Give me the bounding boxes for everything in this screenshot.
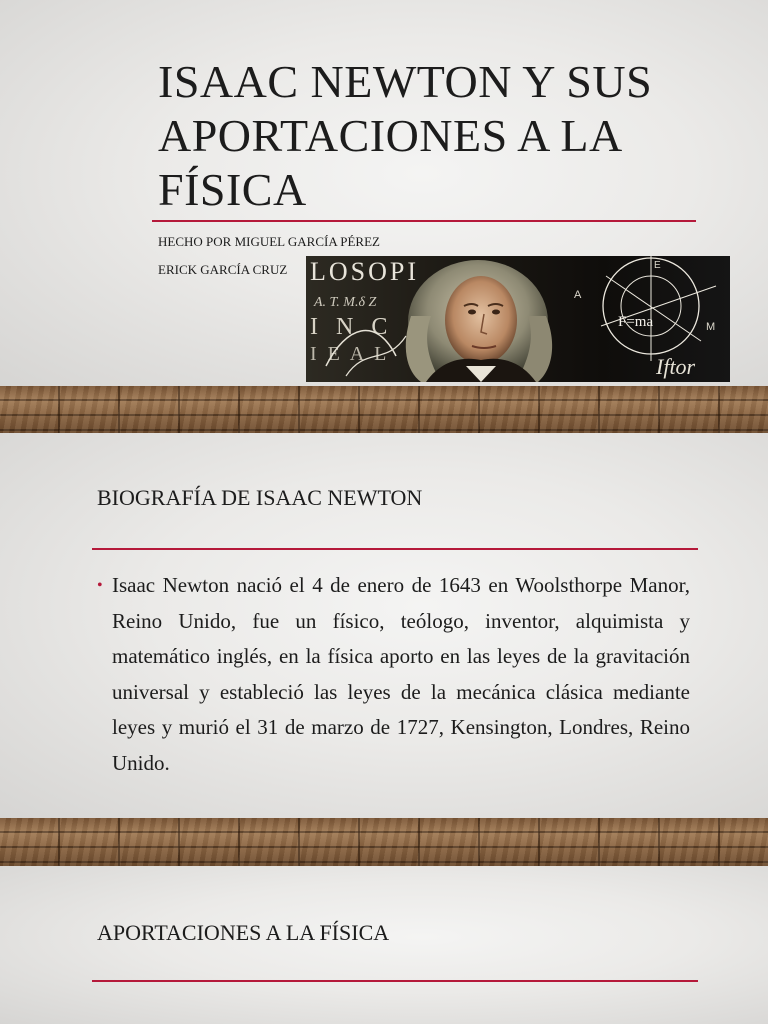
contributions-divider [92, 980, 698, 982]
title-slide [0, 0, 768, 386]
contributions-slide [0, 866, 768, 1024]
author-line: ERICK GARCÍA CRUZ [158, 262, 288, 277]
biography-slide [0, 433, 768, 818]
svg-text:A: A [574, 289, 582, 301]
author-line: HECHO POR MIGUEL GARCÍA PÉREZ [158, 234, 380, 249]
image-fragment: Iftor [656, 354, 696, 379]
title-line: APORTACIONES A LA [158, 110, 623, 161]
image-formula: F=ma [618, 314, 654, 330]
contributions-heading: APORTACIONES A LA FÍSICA [97, 920, 390, 945]
svg-text:I N C: I N C [310, 314, 394, 340]
svg-text:M: M [706, 321, 716, 333]
wood-floor-divider [0, 386, 768, 433]
biography-text: Isaac Newton nació el 4 de enero de 1643 en Woolsthorpe Manor, Reino Unido, fue un físico, teólogo, inventor, alquimista y matemático inglés, en la física aporto en las leyes de la gravitación universal y estableció las leyes de la mecánica clásica mediante leyes y murió el 31 de marzo de 1727, Kensington, Londres, Reino Unido. [112, 573, 690, 775]
title-divider [152, 220, 696, 222]
biography-divider [92, 548, 698, 550]
biography-bullet [97, 568, 690, 781]
biography-heading: BIOGRAFÍA DE ISAAC NEWTON [97, 485, 423, 510]
title-line: FÍSICA [158, 164, 307, 215]
wood-floor-divider [0, 818, 768, 866]
image-word: LOSOPI [310, 257, 420, 286]
svg-text:E: E [654, 260, 661, 271]
bullet-icon: • [97, 577, 103, 594]
svg-text:I E A L: I E A L [310, 343, 390, 365]
newton-portrait-image [306, 256, 730, 382]
svg-text:A. T. M.δ Z: A. T. M.δ Z [314, 295, 377, 310]
title-line: ISAAC NEWTON Y SUS [158, 56, 653, 107]
slide-title [158, 55, 718, 217]
